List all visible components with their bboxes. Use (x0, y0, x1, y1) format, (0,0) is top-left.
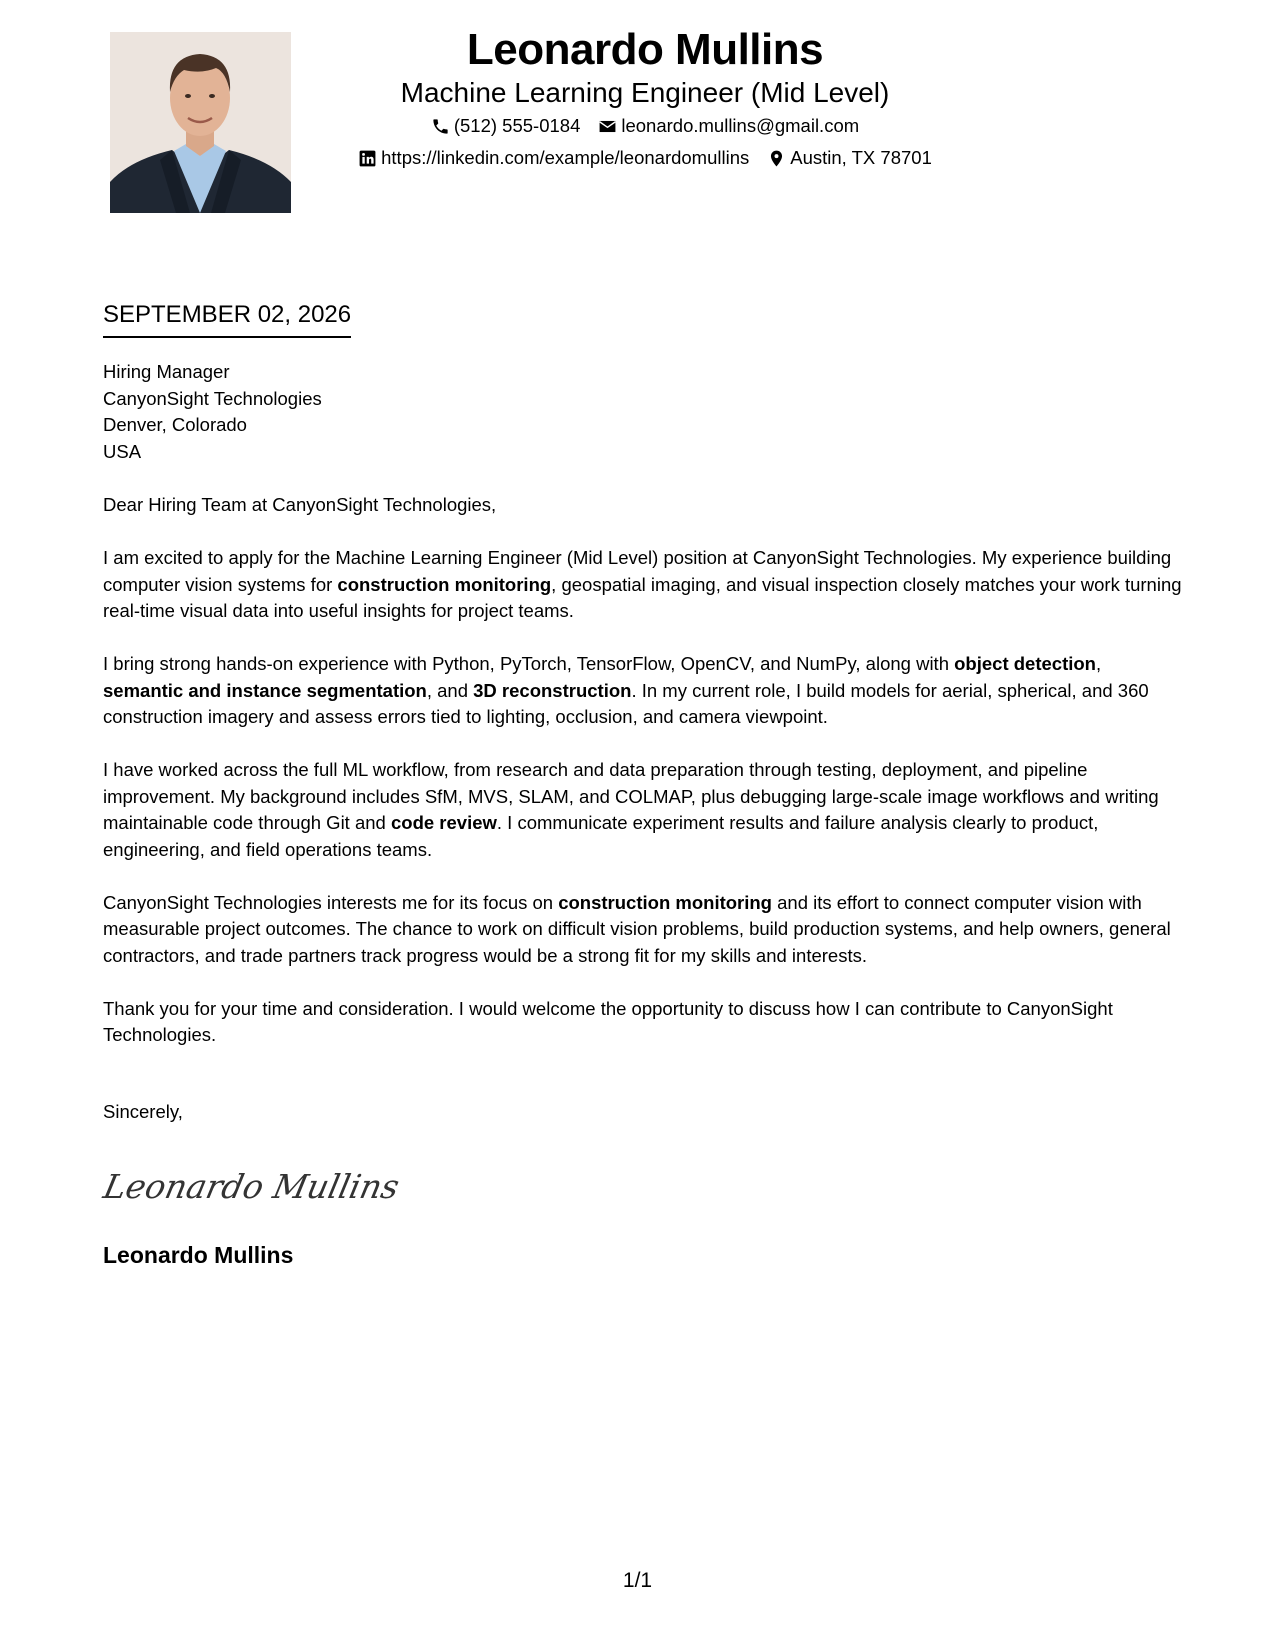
recipient-address (103, 359, 322, 465)
paragraph-1: I am excited to apply for the Machine Learning Engineer (Mid Level) position at CanyonSight Technologies. My experience building computer vision systems for construction monitoring, geospatial imaging, and visual inspection closely matches your work turning real-time visual data into useful insights for project teams. (103, 547, 1182, 621)
job-title: Machine Learning Engineer (Mid Level) (400, 77, 890, 108)
candidate-name: Leonardo Mullins (466, 25, 824, 74)
email-address: leonardo.mullins@gmail.com (621, 115, 860, 136)
location-text: Austin, TX 78701 (790, 147, 932, 168)
phone-contact[interactable] (431, 110, 581, 142)
paragraph-3: I have worked across the full ML workflow, from research and data preparation through testing, deployment, and pipeline improvement. My background includes SfM, MVS, SLAM, and COLMAP, plus debugging large-scale image workflows and writing maintainable code through Git and code review. I communicate experiment results and failure analysis clearly to product, engineering, and field operations teams. (103, 759, 1159, 860)
linkedin-contact[interactable] (358, 142, 749, 174)
contact-row-1 (290, 110, 1000, 142)
salutation: Dear Hiring Team at CanyonSight Technologies, (103, 494, 497, 515)
letter-body (103, 492, 1183, 1075)
profile-photo (110, 32, 291, 213)
linkedin-url: https://linkedin.com/example/leonardomullins (381, 147, 750, 168)
phone-icon (431, 117, 450, 136)
paragraph-5: Thank you for your time and consideration. I would welcome the opportunity to discuss how I can contribute to CanyonSight Technologies. (103, 997, 1113, 1045)
recipient-line: Hiring Manager (103, 361, 230, 382)
page-number: 1/1 (622, 1569, 653, 1592)
recipient-line: USA (103, 440, 142, 462)
signed-name: Leonardo Mullins (103, 1242, 294, 1268)
letter-date: SEPTEMBER 02, 2026 (103, 298, 351, 338)
header (290, 24, 1000, 174)
location-contact (767, 142, 932, 174)
email-contact[interactable] (598, 110, 859, 142)
paragraph-2: I bring strong hands-on experience with Python, PyTorch, TensorFlow, OpenCV, and NumPy, along with object detection, semantic and instance segmentation, and 3D reconstruction. In my current role, I build models for aerial, spherical, and 360 construction imagery and assess errors tied to lighting, occlusion, and camera viewpoint. (103, 653, 1149, 727)
linkedin-icon (358, 149, 377, 168)
signature (100, 1160, 403, 1210)
signature-text: Leonardo Mullins (100, 1167, 403, 1206)
recipient-line: CanyonSight Technologies (103, 387, 322, 409)
map-pin-icon (767, 149, 786, 168)
closing: Sincerely, (103, 1101, 183, 1122)
phone-number: (512) 555-0184 (453, 115, 581, 136)
contact-row-2 (290, 142, 1000, 174)
recipient-line: Denver, Colorado (103, 414, 247, 435)
envelope-icon (598, 117, 617, 136)
paragraph-4: CanyonSight Technologies interests me for its focus on construction monitoring and its effort to connect computer vision with measurable project outcomes. The chance to work on difficult vision problems, build production systems, and help owners, general contractors, and trade partners track progress would be a strong fit for my skills and interests. (103, 891, 1171, 966)
